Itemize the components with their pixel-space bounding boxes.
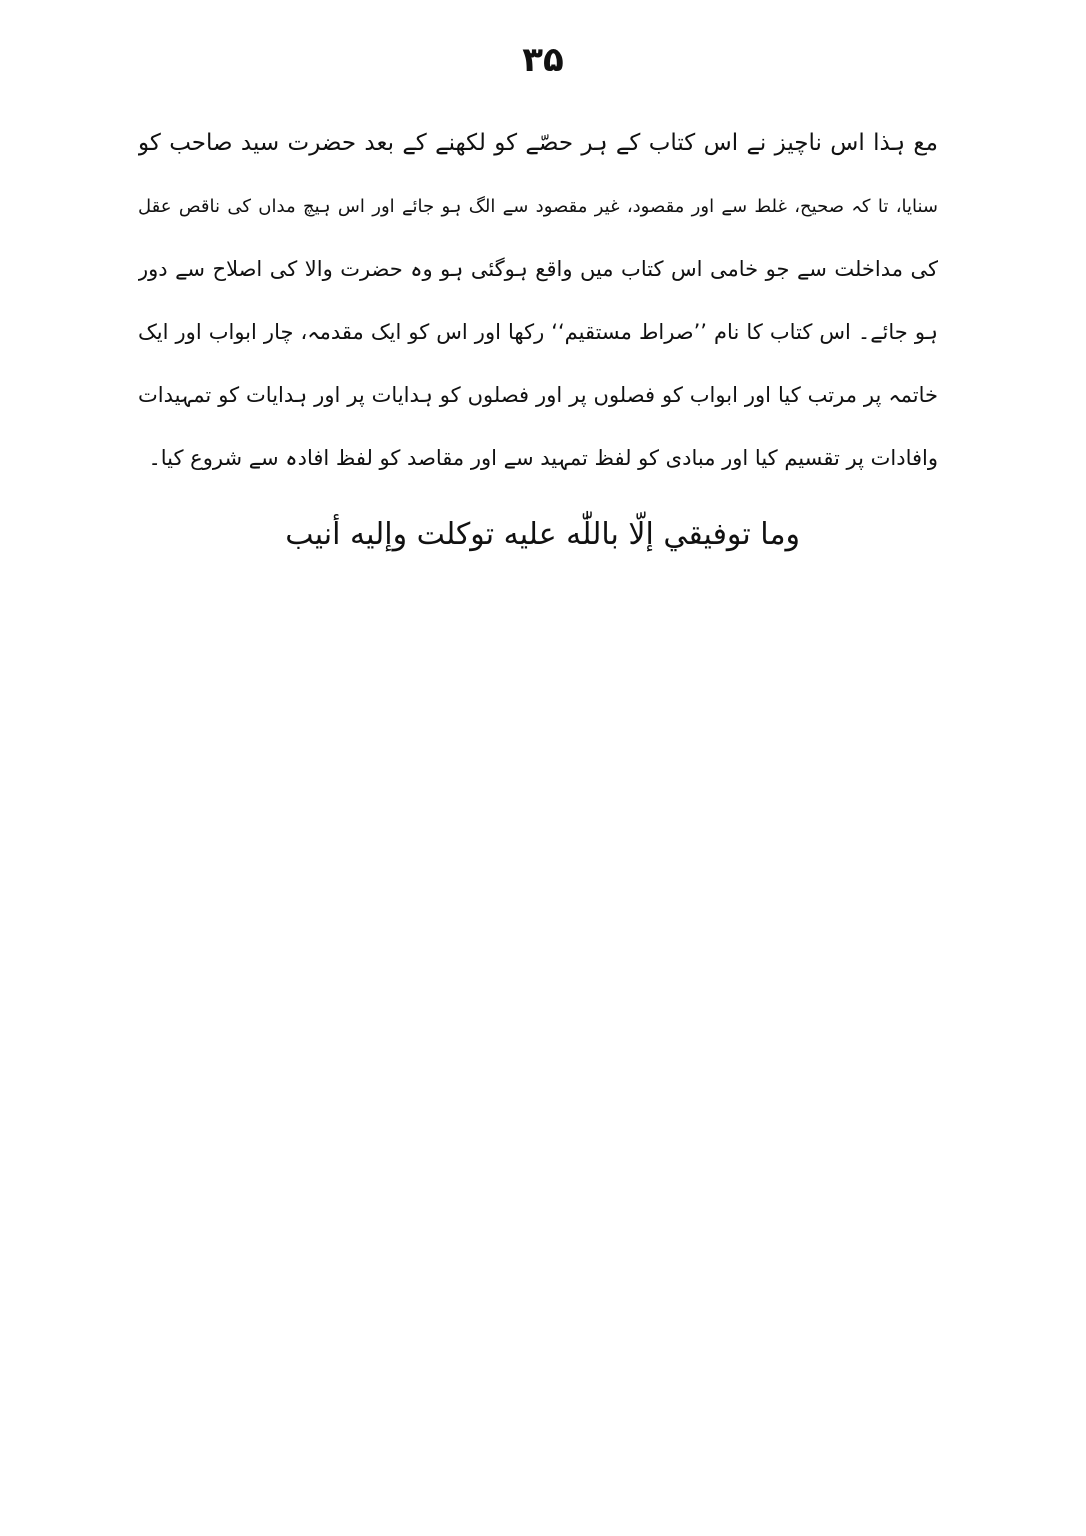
paragraph-line: سنایا، تا کہ صحیح، غلط سے اور مقصود، غیر مقصود سے الگ ہو جائے اور اس ہیچ مداں کی ناقص عقل	[138, 196, 938, 217]
page-number: ۳۵	[522, 40, 564, 80]
closing-prayer: وما توفيقي إلّا باللّٰه عليه توكلت وإليه أنيب	[285, 517, 800, 552]
paragraph-line: ہو جائے۔ اس کتاب کا نام ’’صراط مستقیم‘‘ رکھا اور اس کو ایک مقدمہ، چار ابواب اور ایک	[138, 320, 938, 344]
paragraph-line: مع ہذا اس ناچیز نے اس کتاب کے ہر حصّے کو لکھنے کے بعد حضرت سید صاحب کو	[138, 130, 938, 156]
paragraph-line: خاتمہ پر مرتب کیا اور ابواب کو فصلوں پر اور فصلوں کو ہدایات پر اور ہدایات کو تمہیدات	[138, 383, 938, 407]
paragraph-line: وافادات پر تقسیم کیا اور مبادی کو لفظ تمہید سے اور مقاصد کو لفظ افادہ سے شروع کیا۔	[148, 446, 938, 470]
paragraph-line: کی مداخلت سے جو خامی اس کتاب میں واقع ہوگئی ہو وہ حضرت والا کی اصلاح سے دور	[138, 257, 938, 281]
paragraph	[138, 112, 938, 490]
